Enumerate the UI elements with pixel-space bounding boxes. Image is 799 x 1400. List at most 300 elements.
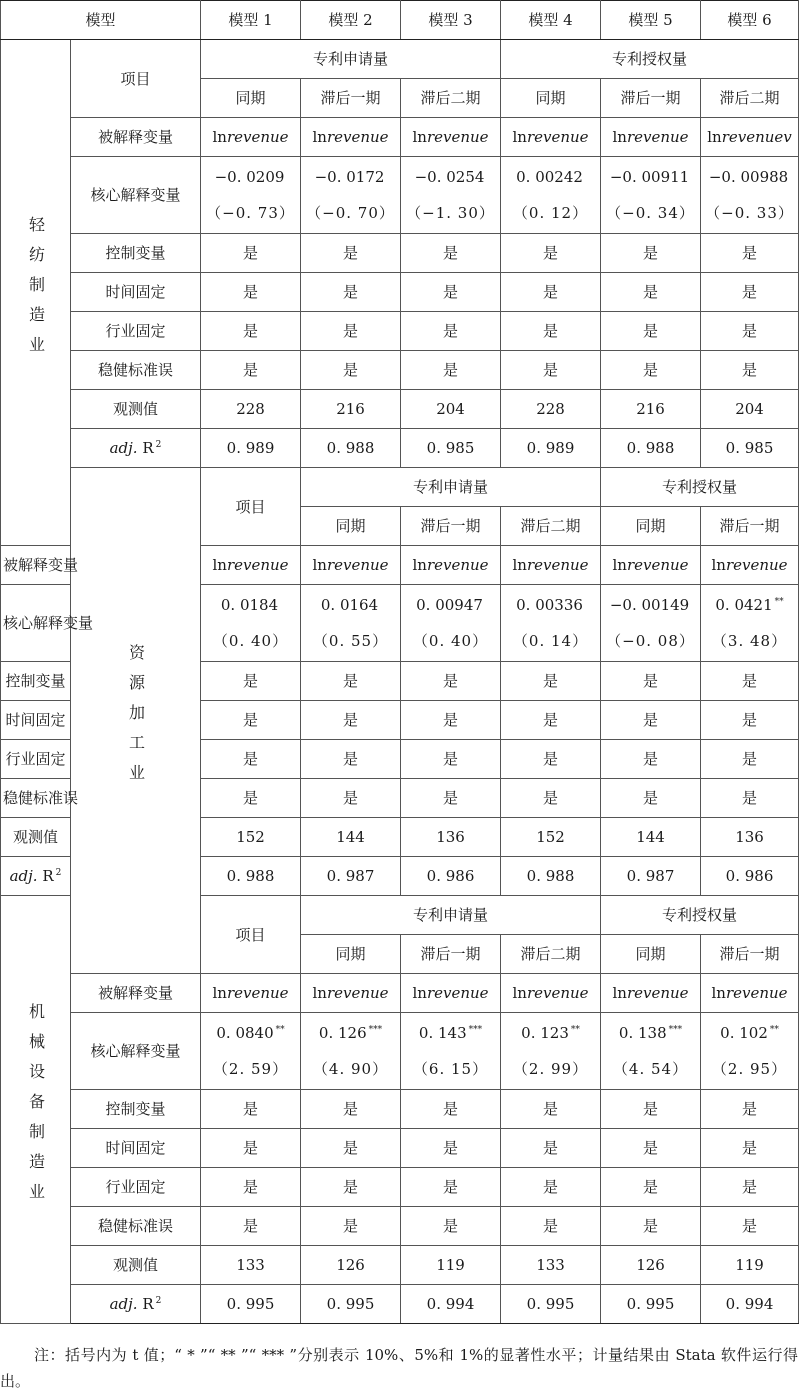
coef-value: 0. 0184 <box>220 596 279 614</box>
depvar-ln: ln <box>212 984 227 1002</box>
obs-cell: 119 <box>701 1246 799 1285</box>
t-value: （0. 14） <box>512 632 589 650</box>
depvar-cell <box>201 546 301 585</box>
obs-cell: 126 <box>301 1246 401 1285</box>
adj-r-exponent: 2 <box>155 440 162 450</box>
industry-label <box>1 896 71 1324</box>
indfe-cell: 是 <box>401 1168 501 1207</box>
obs-cell: 228 <box>201 390 301 429</box>
header-model-4: 模型 4 <box>501 1 601 40</box>
timefe-cell: 是 <box>301 701 401 740</box>
obs-cell: 152 <box>501 818 601 857</box>
timefe-cell: 是 <box>501 273 601 312</box>
table-note: 注：括号内为 t 值；“ * ”“ ** ”“ *** ”分别表示 10%、5%和 1%的显著性水平；计量结果由 Stata 软件运行得出。 <box>0 1346 798 1390</box>
adj-r2-cell: 0. 988 <box>501 857 601 896</box>
indfe-cell: 是 <box>601 1168 701 1207</box>
coef-value: 0. 123 <box>521 1024 569 1042</box>
depvar-cell <box>301 118 401 157</box>
t-value: （0. 40） <box>412 632 489 650</box>
header-model-label: 模型 <box>1 1 201 40</box>
significance-stars: ** <box>570 1025 580 1035</box>
depvar-cell <box>301 546 401 585</box>
adj-r2-cell: 0. 988 <box>601 429 701 468</box>
adj-r-exponent: 2 <box>55 868 62 878</box>
coef-line <box>301 587 400 623</box>
adj-r2-cell: 0. 995 <box>601 1285 701 1324</box>
t-value: （2. 99） <box>512 1060 589 1078</box>
lag-label: 滞后一期 <box>401 935 501 974</box>
obs-cell: 152 <box>201 818 301 857</box>
section-1-robust-se-row <box>1 351 799 390</box>
depvar-cell <box>301 974 401 1013</box>
core-label: 核心解释变量 <box>71 1013 201 1090</box>
item-label: 项目 <box>201 896 301 974</box>
adj-r2-cell: 0. 985 <box>401 429 501 468</box>
coef-line <box>701 587 798 623</box>
group-patent-grant: 专利授权量 <box>601 468 799 507</box>
obs-cell: 228 <box>501 390 601 429</box>
lag-label: 滞后一期 <box>601 79 701 118</box>
header-model-3: 模型 3 <box>401 1 501 40</box>
significance-stars: ** <box>774 597 784 607</box>
section-3-core-row <box>1 1013 799 1090</box>
timefe-cell: 是 <box>501 1129 601 1168</box>
depvar-cell <box>601 546 701 585</box>
depvar-name: revenue <box>725 556 788 574</box>
t-value: （0. 12） <box>512 204 589 222</box>
depvar-ln: ln <box>512 128 527 146</box>
obs-label: 观测值 <box>1 818 71 857</box>
adj-prefix: adj. <box>9 867 38 885</box>
section-1-industry-fixed-row <box>1 312 799 351</box>
depvar-cell <box>401 974 501 1013</box>
adj-r2-cell: 0. 987 <box>601 857 701 896</box>
robust-cell: 是 <box>501 1207 601 1246</box>
depvar-ln: ln <box>212 128 227 146</box>
item-label: 项目 <box>201 468 301 546</box>
t-value: （0. 40） <box>212 632 289 650</box>
robust-cell: 是 <box>701 779 799 818</box>
coef-cell <box>401 157 501 234</box>
coef-line <box>601 587 700 623</box>
coef-cell <box>201 585 301 662</box>
timefe-cell: 是 <box>601 701 701 740</box>
depvar-cell <box>501 546 601 585</box>
depvar-name: revenue <box>326 128 389 146</box>
adj-r2-cell: 0. 988 <box>301 429 401 468</box>
coef-line <box>301 1015 400 1051</box>
depvar-ln: ln <box>312 556 327 574</box>
depvar-cell <box>201 118 301 157</box>
depvar-name: revenue <box>326 984 389 1002</box>
coef-line <box>201 159 300 195</box>
industry-label <box>1 40 71 546</box>
depvar-cell <box>601 974 701 1013</box>
depvar-name: revenue <box>426 984 489 1002</box>
depvar-cell <box>501 118 601 157</box>
depvar-name: revenue <box>326 556 389 574</box>
coef-cell <box>601 1013 701 1090</box>
lag-label: 同期 <box>501 79 601 118</box>
obs-cell: 136 <box>701 818 799 857</box>
coef-value: −0. 00988 <box>708 168 789 186</box>
robust-label: 稳健标准误 <box>1 779 71 818</box>
section-3-adj-r2-row <box>1 1285 799 1324</box>
adj-r2-cell: 0. 985 <box>701 429 799 468</box>
depvar-cell <box>401 118 501 157</box>
section-1-group-row <box>1 40 799 79</box>
coef-value: −0. 0254 <box>414 168 485 186</box>
depvar-ln: ln <box>412 984 427 1002</box>
depvar-name: revenue <box>526 556 589 574</box>
section-3-industry-fixed-row <box>1 1168 799 1207</box>
indfe-cell: 是 <box>701 312 799 351</box>
depvar-cell <box>701 118 799 157</box>
depvar-name: revenue <box>526 984 589 1002</box>
lag-label: 滞后一期 <box>401 507 501 546</box>
depvar-name: revenue <box>626 556 689 574</box>
robust-cell: 是 <box>301 1207 401 1246</box>
robust-cell: 是 <box>201 351 301 390</box>
timefe-cell: 是 <box>701 273 799 312</box>
depvar-ln: ln <box>312 984 327 1002</box>
depvar-label: 被解释变量 <box>71 118 201 157</box>
coef-cell <box>301 157 401 234</box>
timefe-cell: 是 <box>401 701 501 740</box>
t-value: （−0. 34） <box>606 204 695 222</box>
item-label: 项目 <box>71 40 201 118</box>
depvar-name: revenue <box>226 984 289 1002</box>
control-cell: 是 <box>701 1090 799 1129</box>
depvar-ln: ln <box>412 556 427 574</box>
coef-value: −0. 00911 <box>609 168 690 186</box>
t-value: （4. 90） <box>312 1060 389 1078</box>
coef-line <box>501 587 600 623</box>
indfe-cell: 是 <box>501 312 601 351</box>
coef-line <box>501 1015 600 1051</box>
coef-cell <box>701 585 799 662</box>
coef-value: −0. 00149 <box>609 596 690 614</box>
significance-stars: ** <box>275 1025 285 1035</box>
robust-cell: 是 <box>701 1207 799 1246</box>
coef-line <box>201 1015 300 1051</box>
control-cell: 是 <box>401 1090 501 1129</box>
coef-cell <box>301 1013 401 1090</box>
adj-r: R <box>142 439 154 457</box>
adj-r2-cell: 0. 989 <box>201 429 301 468</box>
coef-line <box>701 1015 798 1051</box>
adj-r2-cell: 0. 986 <box>401 857 501 896</box>
adj-r2-cell: 0. 994 <box>401 1285 501 1324</box>
significance-stars: *** <box>668 1025 683 1035</box>
coef-cell <box>501 157 601 234</box>
robust-cell: 是 <box>201 1207 301 1246</box>
control-cell: 是 <box>701 234 799 273</box>
obs-cell: 133 <box>201 1246 301 1285</box>
control-cell: 是 <box>501 234 601 273</box>
timefe-cell: 是 <box>301 273 401 312</box>
adj-r2-cell: 0. 995 <box>501 1285 601 1324</box>
control-cell: 是 <box>201 234 301 273</box>
t-value: （−0. 08） <box>606 632 695 650</box>
adj-r2-cell: 0. 986 <box>701 857 799 896</box>
depvar-name: revenue <box>226 128 289 146</box>
t-value: （0. 55） <box>312 632 389 650</box>
group-patent-application: 专利申请量 <box>301 468 601 507</box>
industry-name: 机械设备制造业 <box>26 1002 46 1213</box>
coef-line <box>401 1015 500 1051</box>
lag-label: 滞后一期 <box>701 507 799 546</box>
obs-cell: 133 <box>501 1246 601 1285</box>
coef-line <box>701 159 798 195</box>
robust-cell: 是 <box>501 351 601 390</box>
lag-label: 滞后二期 <box>501 507 601 546</box>
t-value: （−0. 70） <box>306 204 395 222</box>
timefe-cell: 是 <box>701 701 799 740</box>
robust-cell: 是 <box>501 779 601 818</box>
coef-cell <box>701 157 799 234</box>
lag-label: 滞后一期 <box>701 935 799 974</box>
depvar-ln: ln <box>212 556 227 574</box>
section-2-group-row <box>1 468 799 507</box>
depvar-cell <box>701 974 799 1013</box>
coef-value: 0. 0164 <box>320 596 379 614</box>
coef-line <box>301 159 400 195</box>
adj-r: R <box>42 867 54 885</box>
depvar-ln: ln <box>512 984 527 1002</box>
adj-prefix: adj. <box>109 439 138 457</box>
adj-r-exponent: 2 <box>155 1296 162 1306</box>
obs-cell: 126 <box>601 1246 701 1285</box>
depvar-label: 被解释变量 <box>1 546 71 585</box>
adj-prefix: adj. <box>109 1295 138 1313</box>
control-cell: 是 <box>501 1090 601 1129</box>
depvar-name: revenue <box>426 128 489 146</box>
control-cell: 是 <box>301 662 401 701</box>
group-patent-grant: 专利授权量 <box>501 40 799 79</box>
section-1-time-fixed-row <box>1 273 799 312</box>
section-3-depvar-row <box>1 974 799 1013</box>
indfe-cell: 是 <box>201 1168 301 1207</box>
control-label: 控制变量 <box>1 662 71 701</box>
group-patent-grant: 专利授权量 <box>601 896 799 935</box>
control-cell: 是 <box>201 662 301 701</box>
coef-cell <box>501 585 601 662</box>
timefe-cell: 是 <box>601 1129 701 1168</box>
indfe-cell: 是 <box>401 740 501 779</box>
indfe-cell: 是 <box>401 312 501 351</box>
robust-cell: 是 <box>301 351 401 390</box>
core-label: 核心解释变量 <box>71 157 201 234</box>
indfe-label: 行业固定 <box>1 740 71 779</box>
indfe-cell: 是 <box>201 312 301 351</box>
coef-value: 0. 138 <box>618 1024 667 1042</box>
control-cell: 是 <box>601 662 701 701</box>
depvar-ln: ln <box>412 128 427 146</box>
significance-stars: *** <box>368 1025 383 1035</box>
indfe-cell: 是 <box>701 740 799 779</box>
adj-r2-cell: 0. 987 <box>301 857 401 896</box>
t-value: （3. 48） <box>711 632 788 650</box>
depvar-name: revenue <box>426 556 489 574</box>
obs-label: 观测值 <box>71 390 201 429</box>
group-patent-application: 专利申请量 <box>201 40 501 79</box>
significance-stars: *** <box>468 1025 483 1035</box>
adj-r2-label <box>1 857 71 896</box>
depvar-ln: ln <box>612 556 627 574</box>
coef-cell <box>701 1013 799 1090</box>
depvar-cell <box>501 974 601 1013</box>
section-1-control-row <box>1 234 799 273</box>
indfe-cell: 是 <box>701 1168 799 1207</box>
depvar-ln: ln <box>612 984 627 1002</box>
indfe-cell: 是 <box>301 1168 401 1207</box>
t-value: （2. 95） <box>711 1060 788 1078</box>
depvar-name: revenue <box>626 984 689 1002</box>
coef-cell <box>201 157 301 234</box>
timefe-cell: 是 <box>401 1129 501 1168</box>
industry-label <box>71 468 201 974</box>
coef-value: −0. 0172 <box>314 168 385 186</box>
depvar-ln: ln <box>612 128 627 146</box>
control-cell: 是 <box>301 1090 401 1129</box>
obs-cell: 204 <box>401 390 501 429</box>
indfe-cell: 是 <box>201 740 301 779</box>
header-model-1: 模型 1 <box>201 1 301 40</box>
coef-value: 0. 126 <box>318 1024 367 1042</box>
section-1-adj-r2-row <box>1 429 799 468</box>
lag-label: 同期 <box>301 935 401 974</box>
header-model-6: 模型 6 <box>701 1 799 40</box>
coef-value: 0. 0840 <box>216 1024 274 1042</box>
control-cell: 是 <box>301 234 401 273</box>
coef-cell <box>501 1013 601 1090</box>
coef-value: 0. 143 <box>418 1024 467 1042</box>
control-cell: 是 <box>701 662 799 701</box>
lag-label: 同期 <box>201 79 301 118</box>
depvar-name: revenue <box>725 984 788 1002</box>
lag-label: 滞后二期 <box>701 79 799 118</box>
indfe-cell: 是 <box>601 740 701 779</box>
robust-cell: 是 <box>401 779 501 818</box>
depvar-name: revenuev <box>721 128 792 146</box>
indfe-cell: 是 <box>601 312 701 351</box>
control-cell: 是 <box>201 1090 301 1129</box>
coef-line <box>401 587 500 623</box>
robust-cell: 是 <box>601 1207 701 1246</box>
control-cell: 是 <box>401 234 501 273</box>
t-value: （−1. 30） <box>406 204 495 222</box>
timefe-cell: 是 <box>601 273 701 312</box>
industry-name: 资源加工业 <box>126 643 146 794</box>
obs-cell: 119 <box>401 1246 501 1285</box>
timefe-label: 时间固定 <box>71 273 201 312</box>
adj-r2-cell: 0. 995 <box>201 1285 301 1324</box>
core-label: 核心解释变量 <box>1 585 71 662</box>
header-row <box>1 1 799 40</box>
depvar-ln: ln <box>312 128 327 146</box>
lag-label: 滞后一期 <box>301 79 401 118</box>
depvar-ln: ln <box>711 984 726 1002</box>
lag-label: 同期 <box>601 507 701 546</box>
depvar-cell <box>201 974 301 1013</box>
t-value: （2. 59） <box>212 1060 289 1078</box>
table-body <box>1 1 799 1324</box>
depvar-name: revenue <box>626 128 689 146</box>
indfe-label: 行业固定 <box>71 1168 201 1207</box>
control-cell: 是 <box>401 662 501 701</box>
timefe-cell: 是 <box>201 701 301 740</box>
coef-value: 0. 00947 <box>416 596 483 614</box>
adj-r2-cell: 0. 994 <box>701 1285 799 1324</box>
robust-label: 稳健标准误 <box>71 351 201 390</box>
coef-cell <box>301 585 401 662</box>
industry-name: 轻纺制造业 <box>26 215 46 366</box>
obs-cell: 204 <box>701 390 799 429</box>
indfe-cell: 是 <box>301 740 401 779</box>
control-cell: 是 <box>601 1090 701 1129</box>
t-value: （4. 54） <box>612 1060 689 1078</box>
control-label: 控制变量 <box>71 1090 201 1129</box>
lag-label: 滞后二期 <box>501 935 601 974</box>
robust-cell: 是 <box>301 779 401 818</box>
obs-cell: 216 <box>301 390 401 429</box>
timefe-cell: 是 <box>501 701 601 740</box>
header-model-5: 模型 5 <box>601 1 701 40</box>
depvar-ln: ln <box>711 556 726 574</box>
adj-r2-label <box>71 1285 201 1324</box>
control-cell: 是 <box>601 234 701 273</box>
indfe-label: 行业固定 <box>71 312 201 351</box>
timefe-label: 时间固定 <box>71 1129 201 1168</box>
depvar-label: 被解释变量 <box>71 974 201 1013</box>
obs-cell: 144 <box>301 818 401 857</box>
adj-r2-cell: 0. 989 <box>501 429 601 468</box>
coef-cell <box>201 1013 301 1090</box>
coef-value: 0. 00242 <box>516 168 583 186</box>
obs-cell: 136 <box>401 818 501 857</box>
obs-cell: 144 <box>601 818 701 857</box>
indfe-cell: 是 <box>501 740 601 779</box>
coef-cell <box>601 157 701 234</box>
section-1-observations-row <box>1 390 799 429</box>
t-value: （6. 15） <box>412 1060 489 1078</box>
section-1-depvar-row <box>1 118 799 157</box>
coef-value: −0. 0209 <box>214 168 285 186</box>
header-model-2: 模型 2 <box>301 1 401 40</box>
adj-r2-cell: 0. 995 <box>301 1285 401 1324</box>
timefe-cell: 是 <box>701 1129 799 1168</box>
obs-cell: 216 <box>601 390 701 429</box>
timefe-label: 时间固定 <box>1 701 71 740</box>
depvar-cell <box>401 546 501 585</box>
robust-cell: 是 <box>401 1207 501 1246</box>
indfe-cell: 是 <box>301 312 401 351</box>
obs-label: 观测值 <box>71 1246 201 1285</box>
adj-r2-cell: 0. 988 <box>201 857 301 896</box>
lag-label: 同期 <box>301 507 401 546</box>
coef-value: 0. 0421 <box>715 596 773 614</box>
coef-cell <box>401 585 501 662</box>
depvar-name: revenue <box>226 556 289 574</box>
robust-label: 稳健标准误 <box>71 1207 201 1246</box>
timefe-cell: 是 <box>301 1129 401 1168</box>
robust-cell: 是 <box>601 351 701 390</box>
depvar-name: revenue <box>526 128 589 146</box>
section-3-time-fixed-row <box>1 1129 799 1168</box>
coef-line <box>201 587 300 623</box>
indfe-cell: 是 <box>501 1168 601 1207</box>
